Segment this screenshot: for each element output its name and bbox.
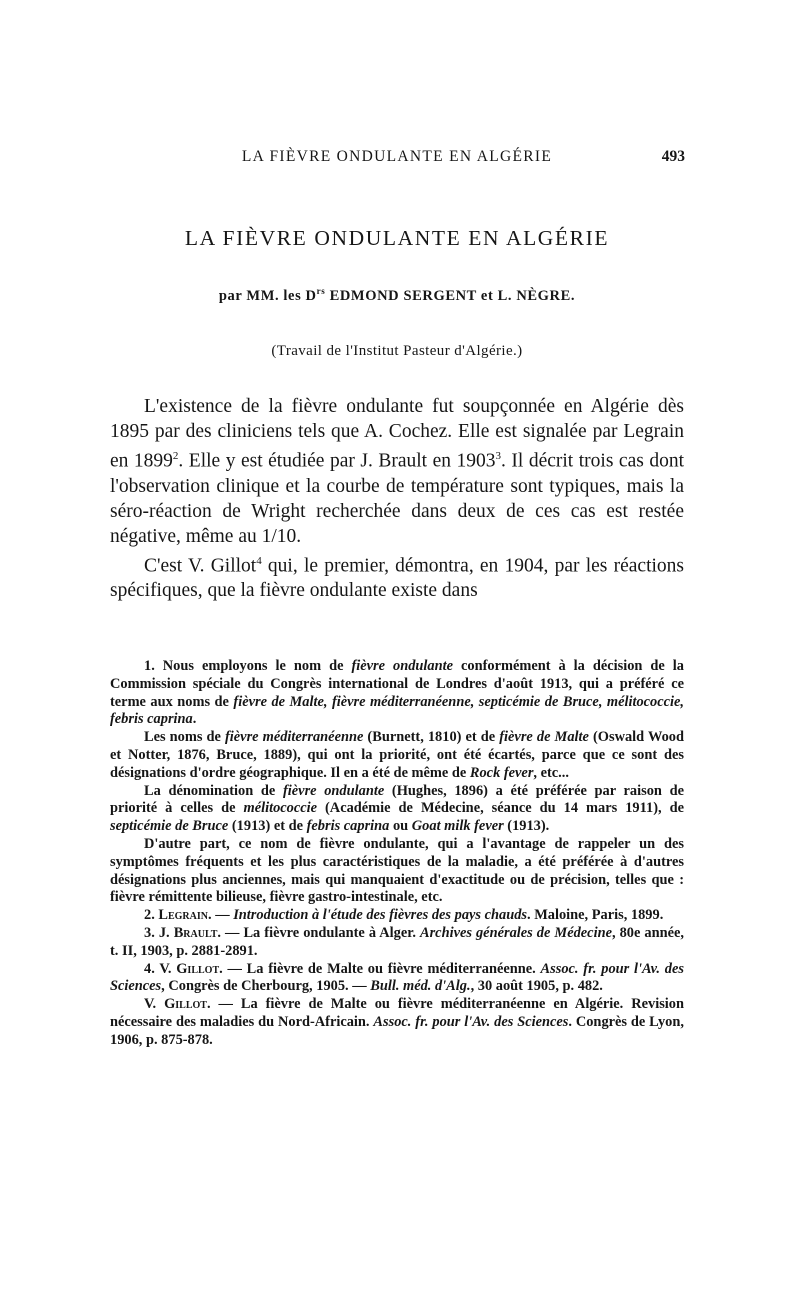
journal-page	[82, 108, 737, 1202]
fn1c-text: La dénomination de	[144, 782, 283, 799]
p2-text-b: qui, le premier, démontra, en 1904, par les réactions spécifiques, que la fièvre ondulante existe dans	[110, 555, 684, 601]
fn4b-italic: Assoc. fr. pour l'Av. des Sciences	[373, 1013, 569, 1030]
fn1c-text: ou	[389, 818, 412, 835]
p1-text-b: . Elle y est étudiée par J. Brault en 1903	[178, 450, 496, 472]
fn1-italic: fièvre de Malte, fièvre méditerranéenne, septicémie de Bruce, mélitococcie, febris caprina	[110, 693, 684, 728]
paragraph-2	[110, 549, 684, 604]
byline	[110, 286, 684, 305]
article-title: LA FIÈVRE ONDULANTE EN ALGÉRIE	[184, 226, 610, 250]
fn3-italic: Archives générales de Médecine	[419, 924, 612, 941]
fn1-text: .	[192, 711, 197, 728]
fn4-author: Gillot	[176, 960, 220, 977]
fn1b-italic: Rock fever	[469, 764, 534, 781]
fn1c-text: (Académie de Médecine, séance du 14 mars 1911), de	[317, 800, 684, 817]
fn4b-number: V.	[144, 996, 165, 1013]
footnote-ref-4[interactable]: 4	[256, 554, 262, 567]
fn4-number: 4. V.	[144, 960, 177, 977]
fn4-italic: Assoc. fr. pour l'Av. des Sciences	[110, 960, 684, 995]
byline-prefix: par MM. les D	[218, 287, 317, 304]
p1-text-c: . Il décrit trois cas dont l'observation clinique et la courbe de température sont typiques, mais la séro-réaction de Wright recherchée dans deux de ces cas est restée négative, même au 1/10.	[110, 450, 684, 547]
fn2-text: . Maloine, Paris, 1899.	[527, 907, 664, 924]
footnote-1-para-2	[110, 729, 684, 782]
fn1-text: conformément à la décision de la Commission spéciale du Congrès international de Londres d'août 1913, qui a préféré ce terme aux noms de	[110, 658, 684, 710]
footnote-1-para-4: D'autre part, ce nom de fièvre ondulante, qui a l'avantage de rappeler un des symptômes fréquents et les plus caractéristiques de la maladie, a été préférée à d'autres désignations plus anciennes, mais qui manquaient d'exactitude ou de précision, telles que : fièvre rémittente bilieuse, fièvre gastro-intestinale, etc.	[110, 835, 684, 906]
fn1b-text: Les noms de	[144, 729, 225, 746]
fn4-text: . — La fièvre de Malte ou fièvre méditerranéenne.	[219, 960, 541, 977]
fn4b-text: . — La fièvre de Malte ou fièvre méditerranéenne en Algérie. Revision nécessaire des maladies du Nord-Africain.	[110, 996, 684, 1030]
fn1b-italic: fièvre de Malte	[499, 729, 589, 746]
fn1b-text: , etc...	[533, 764, 569, 781]
fn4b-author: Gillot	[164, 996, 207, 1013]
fn4-text: , Congrès de Cherbourg, 1905. —	[161, 978, 371, 995]
running-title: LA FIÈVRE ONDULANTE EN ALGÉRIE	[241, 148, 553, 165]
fn1-text: 1. Nous employons le nom de	[144, 658, 352, 674]
fn1-italic: fièvre ondulante	[351, 658, 453, 674]
footnote-1	[110, 658, 684, 729]
fn1c-text: (1913) et de	[228, 818, 307, 835]
page-number: 493	[661, 148, 685, 165]
fn1c-italic: febris caprina	[306, 818, 390, 835]
footnote-ref-3[interactable]: 3	[495, 450, 502, 462]
fn1c-italic: Goat milk fever	[411, 818, 504, 835]
fn2-author: Legrain	[158, 907, 208, 924]
footnote-ref-2[interactable]: 2	[172, 450, 179, 462]
fn2-text: . —	[208, 907, 234, 924]
footnote-3	[110, 925, 684, 961]
institution-note: (Travail de l'Institut Pasteur d'Algérie.)	[271, 343, 523, 359]
fn3-text: , 80e année, t. II, 1903, p. 2881-2891.	[110, 924, 685, 959]
fn1c-italic: septicémie de Bruce	[110, 818, 229, 835]
fn2-italic: Introduction à l'étude des fièvres des pays chauds	[233, 907, 527, 924]
fn3-text: . — La fièvre ondulante à Alger.	[217, 924, 420, 941]
fn2-number: 2.	[144, 907, 159, 924]
footnote-4-second-ref	[110, 996, 684, 1049]
fn4-italic: Bull. méd. d'Alg.	[370, 978, 471, 995]
fn1b-text: (Oswald Wood et Notter, 1876, Bruce, 1889), qui ont la priorité, ont été écartés, parce que ce sont des désignations d'ordre géographique. Il en a été de même de	[110, 729, 684, 781]
fn4-text: , 30 août 1905, p. 482.	[470, 978, 603, 995]
p2-text-a: C'est V. Gillot	[144, 555, 257, 576]
footnote-4	[110, 961, 684, 997]
p1-text-a: L'existence de la fièvre ondulante fut soupçonnée en Algérie dès 1895 par des cliniciens tels que A. Cochez. Elle est signalée par Legrain en 1899	[110, 396, 684, 472]
fn3-number: 3. J.	[144, 924, 174, 941]
footnote-1-para-3	[110, 783, 684, 836]
fn1b-italic: fièvre méditerranéenne	[225, 729, 364, 746]
fn1c-italic: fièvre ondulante	[283, 782, 385, 799]
body-text	[110, 394, 684, 603]
fn1c-italic: mélitococcie	[243, 800, 318, 817]
byline-authors: EDMOND SERGENT et L. NÈGRE.	[325, 287, 576, 304]
paragraph-1	[110, 394, 684, 549]
byline-title-sup: rs	[316, 286, 326, 296]
fn1c-text: (1913).	[503, 818, 550, 835]
footnotes	[110, 658, 684, 1050]
fn4b-text: . Congrès de Lyon, 1906, p. 875-878.	[110, 1013, 684, 1048]
fn3-author: Brault	[173, 924, 218, 941]
fn1c-text: (Hughes, 1896) a été préférée par raison de priorité à celles de	[110, 782, 684, 817]
fn1b-text: (Burnett, 1810) et de	[363, 729, 500, 746]
footnote-2	[110, 907, 684, 925]
